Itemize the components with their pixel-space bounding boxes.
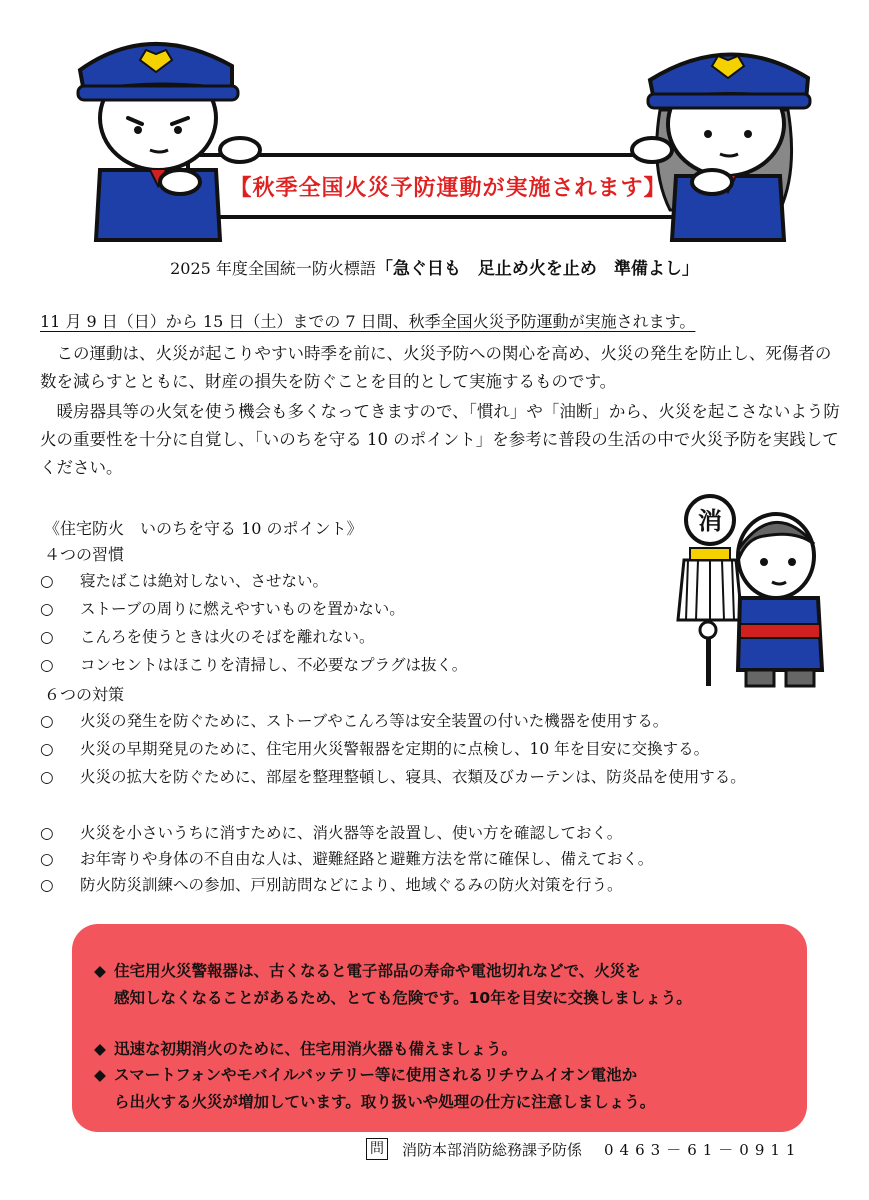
bullet-circle-icon: ○: [40, 850, 54, 868]
footer-contact: [366, 1138, 801, 1160]
bullet-circle-icon: ○: [40, 740, 54, 758]
intro-paragraph-2: 暖房器具等の火気を使う機会も多くなってきますので、「慣れ」や「油断」から、火災を起こさないよう防火の重要性を十分に自覚し、「いのちを守る 10 のポイント」を参考に普段の生活の中で火災予防を実践してください。: [40, 402, 840, 477]
intro-lead: 11 月 9 日（日）から 15 日（土）までの 7 日間、秋季全国火災予防運動が実施されます。: [40, 312, 696, 331]
diamond-bullet-icon: ◆: [94, 1066, 106, 1084]
list-item: ○ ストーブの周りに燃えやすいものを置かない。: [40, 596, 850, 622]
footer-department: 消防本部消防総務課予防係: [402, 1140, 583, 1159]
alert-item: ◆ 住宅用火災警報器は、古くなると電子部品の寿命や電池切れなどで、火災を 感知しなくなることがあるため、とても危険です。10年を目安に交換しましょう。: [94, 958, 794, 1012]
list-item: ○ こんろを使うときは火のそばを離れない。: [40, 624, 850, 650]
slogan-prefix: 2025 年度全国統一防火標語: [170, 259, 376, 278]
list-item: ○ コンセントはほこりを清掃し、不必要なプラグは抜く。: [40, 652, 850, 678]
alert-item: ◆ 迅速な初期消火のために、住宅用消火器も備えましょう。: [94, 1036, 794, 1063]
list-item: ○ 火災の早期発見のために、住宅用火災警報器を定期的に点検し、10 年を目安に交換する。: [40, 736, 850, 762]
alert-item: ◆ スマートフォンやモバイルバッテリー等に使用されるリチウムイオン電池か ら出火する火災が増加しています。取り扱いや処理の仕方に注意しましょう。: [94, 1062, 794, 1116]
banner-title: 【秋季全国火災予防運動が実施されます】: [229, 175, 667, 201]
bullet-circle-icon: ○: [40, 768, 54, 786]
slogan-text: 「急ぐ日も 足止め火を止め 準備よし」: [375, 259, 699, 279]
bullet-circle-icon: ○: [40, 876, 54, 894]
list-item: ○ 防火防災訓練への参加、戸別訪問などにより、地域ぐるみの防火対策を行う。: [40, 872, 850, 898]
inquiry-icon: 問: [366, 1138, 388, 1160]
bullet-circle-icon: ○: [40, 600, 54, 618]
list-item: ○ 火災を小さいうちに消すために、消火器等を設置し、使い方を確認しておく。: [40, 820, 850, 846]
bullet-circle-icon: ○: [40, 824, 54, 842]
matoi-sign-char: 消: [698, 507, 722, 535]
diamond-bullet-icon: ◆: [94, 1040, 106, 1058]
intro-paragraph-1: この運動は、火災が起こりやすい時季を前に、火災予防への関心を高め、火災の発生を防止し、死傷者の数を減らすとともに、財産の損失を防ぐことを目的として実施するものです。: [40, 344, 832, 391]
points-heading: 《住宅防火 いのちを守る 10 のポイント》: [44, 519, 363, 538]
banner-illustration: [0, 0, 869, 250]
bullet-circle-icon: ○: [40, 712, 54, 730]
slogan: [0, 254, 869, 279]
list-item: ○ 火災の発生を防ぐために、ストーブやこんろ等は安全装置の付いた機器を使用する。: [40, 708, 850, 734]
footer-phone: 0463－61－0911: [604, 1140, 802, 1159]
firefighter-matoi-icon: [668, 490, 828, 690]
bullet-circle-icon: ○: [40, 656, 54, 674]
bullet-circle-icon: ○: [40, 572, 54, 590]
measures-title: ６つの対策: [44, 685, 125, 704]
list-item: ○ 火災の拡大を防ぐために、部屋を整理整頓し、寝具、衣類及びカーテンは、防炎品を使用する。: [40, 764, 850, 790]
diamond-bullet-icon: ◆: [94, 962, 106, 980]
list-item: ○ 寝たばこは絶対しない、させない。: [40, 568, 850, 594]
habits-title: ４つの習慣: [44, 545, 125, 564]
list-item: ○ お年寄りや身体の不自由な人は、避難経路と避難方法を常に確保し、備えておく。: [40, 846, 850, 872]
alert-box: [72, 924, 807, 1132]
bullet-circle-icon: ○: [40, 628, 54, 646]
